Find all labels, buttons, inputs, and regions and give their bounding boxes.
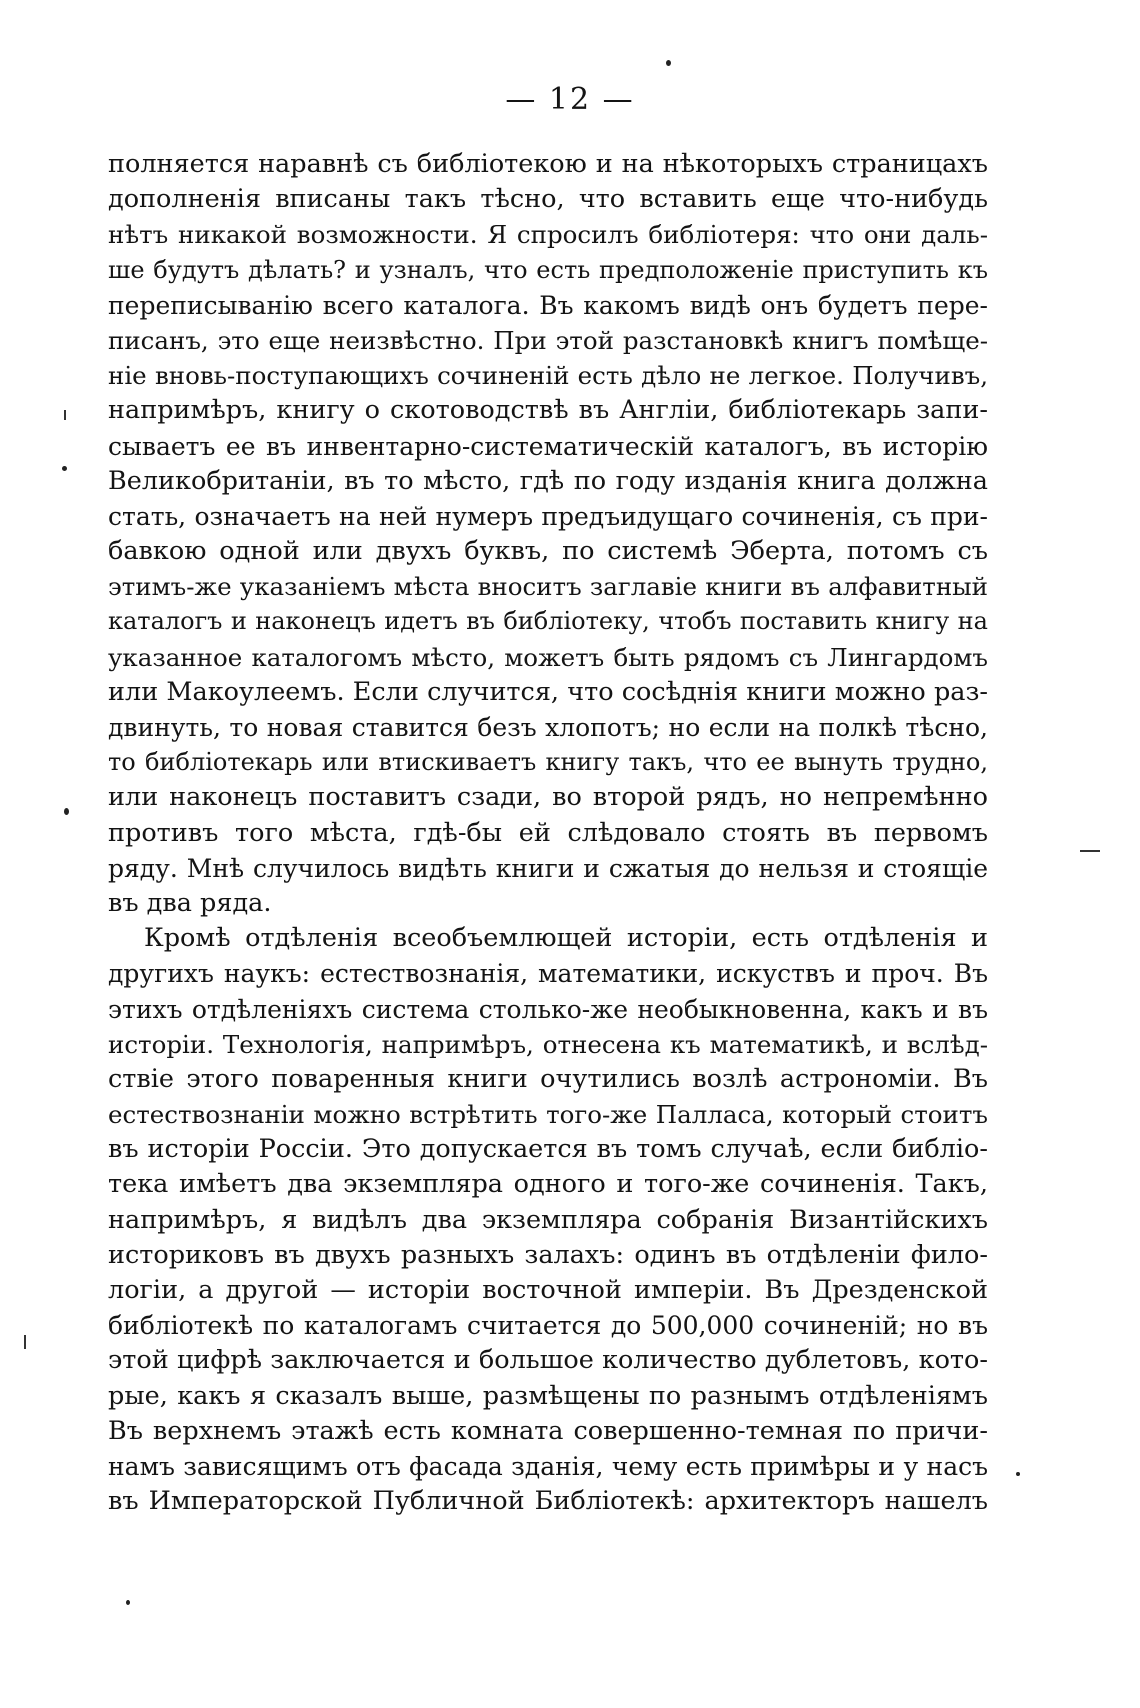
text-line: намъ зависящимъ отъ фасада зданія, чему есть примѣры и у насъ bbox=[108, 1451, 988, 1481]
text-line: писанъ, это еще неизвѣстно. При этой разстановкѣ книгъ помѣще- bbox=[108, 325, 988, 355]
text-line: въ исторіи Россіи. Это допускается въ томъ случаѣ, если библіо- bbox=[108, 1134, 988, 1165]
scan-speck bbox=[64, 808, 69, 815]
text-line: или наконецъ поставитъ сзади, во второй рядъ, но непремѣнно bbox=[108, 782, 988, 813]
scan-mark bbox=[24, 1335, 26, 1349]
text-line: ствіе этого поваренныя книги очутились возлѣ астрономіи. Въ bbox=[108, 1063, 988, 1094]
text-line: историковъ въ двухъ разныхъ залахъ: одинъ въ отдѣленіи фило- bbox=[108, 1239, 988, 1270]
paragraph-1 bbox=[108, 147, 988, 921]
text-line: библіотекѣ по каталогамъ считается до 500,000 сочиненій; но въ bbox=[108, 1311, 988, 1341]
text-line: Въ верхнемъ этажѣ есть комната совершенно-темная по причи- bbox=[108, 1415, 988, 1446]
body-text bbox=[108, 147, 988, 1519]
text-line: Великобританіи, въ то мѣсто, гдѣ по году изданія книга должна bbox=[108, 465, 988, 496]
text-line: стать, означаетъ на ней нумеръ предъидущаго сочиненія, съ при- bbox=[108, 501, 988, 531]
text-line: дополненія вписаны такъ тѣсно, что вставить еще что-нибудь bbox=[108, 184, 988, 215]
text-line: рые, какъ я сказалъ выше, размѣщены по разнымъ отдѣленіямъ bbox=[108, 1380, 988, 1411]
text-line: напримѣръ, книгу о скотоводствѣ въ Англіи, библіотекарь запи- bbox=[108, 395, 988, 426]
page-number: — 12 — bbox=[505, 82, 635, 117]
text-line: указанное каталогомъ мѣсто, можетъ быть рядомъ съ Лингардомъ bbox=[108, 642, 988, 672]
text-line: этой цифрѣ заключается и большое количество дублетовъ, кото- bbox=[108, 1345, 988, 1376]
text-line: естествознаніи можно встрѣтить того-же Палласа, который стоитъ bbox=[108, 1100, 988, 1130]
text-line: въ Императорской Публичной Библіотекѣ: архитекторъ нашелъ bbox=[108, 1486, 988, 1517]
text-line: исторіи. Технологія, напримѣръ, отнесена къ математикѣ, и вслѣд- bbox=[108, 1029, 988, 1059]
text-line: каталогъ и наконецъ идетъ въ библіотеку, чтобъ поставить книгу на bbox=[108, 607, 988, 636]
text-line: полняется наравнѣ съ библіотекою и на нѣкоторыхъ страницахъ bbox=[108, 149, 988, 179]
text-line: ряду. Мнѣ случилось видѣть книги и сжатыя до нельзя и стоящіе bbox=[108, 853, 988, 883]
scan-speck bbox=[666, 60, 671, 66]
text-line: нѣтъ никакой возможности. Я спросилъ библіотеря: что они даль- bbox=[108, 220, 988, 250]
text-line: логіи, а другой — исторіи восточной имперіи. Въ Дрезденской bbox=[108, 1275, 988, 1305]
text-line: тека имѣетъ два экземпляра одного и того-же сочиненія. Такъ, bbox=[108, 1169, 988, 1200]
scan-speck bbox=[62, 466, 67, 471]
text-line: другихъ наукъ: естествознанія, математики, искуствъ и проч. Въ bbox=[108, 959, 988, 989]
text-line: въ два ряда. bbox=[108, 887, 272, 918]
text-line: сываетъ ее въ инвентарно-систематическій каталогъ, въ исторію bbox=[108, 431, 988, 461]
text-line: двинуть, то новая ставится безъ хлопотъ; но если на полкѣ тѣсно, bbox=[108, 713, 988, 742]
paragraph-2 bbox=[108, 921, 988, 1519]
scan-speck bbox=[1016, 1472, 1020, 1476]
text-line: противъ того мѣста, гдѣ-бы ей слѣдовало стоять въ первомъ bbox=[108, 817, 988, 848]
scan-speck bbox=[126, 1600, 130, 1605]
text-line: то библіотекарь или втискиваетъ книгу такъ, что ее вынуть трудно, bbox=[108, 748, 988, 777]
text-line: или Макоулеемъ. Если случится, что сосѣднія книги можно раз- bbox=[108, 676, 988, 707]
text-line: этихъ отдѣленіяхъ система столько-же необыкновенна, какъ и въ bbox=[108, 994, 988, 1024]
text-line: ше будутъ дѣлать? и узналъ, что есть предположеніе приступить къ bbox=[108, 255, 988, 284]
text-line: переписыванію всего каталога. Въ какомъ видѣ онъ будетъ пере- bbox=[108, 290, 988, 320]
text-line: напримѣръ, я видѣлъ два экземпляра собранія Византійскихъ bbox=[108, 1204, 988, 1235]
scan-mark bbox=[1080, 850, 1100, 852]
scan-mark bbox=[64, 410, 66, 420]
text-line: ніе вновь-поступающихъ сочиненій есть дѣло не легкое. Получивъ, bbox=[108, 361, 988, 391]
text-line: Кромѣ отдѣленія всеобъемлющей исторіи, есть отдѣленія и bbox=[144, 923, 988, 954]
text-line: бавкою одной или двухъ буквъ, по системѣ Эберта, потомъ съ bbox=[108, 536, 988, 567]
text-line: этимъ-же указаніемъ мѣста вноситъ заглавіе книги въ алфавитный bbox=[108, 572, 988, 602]
